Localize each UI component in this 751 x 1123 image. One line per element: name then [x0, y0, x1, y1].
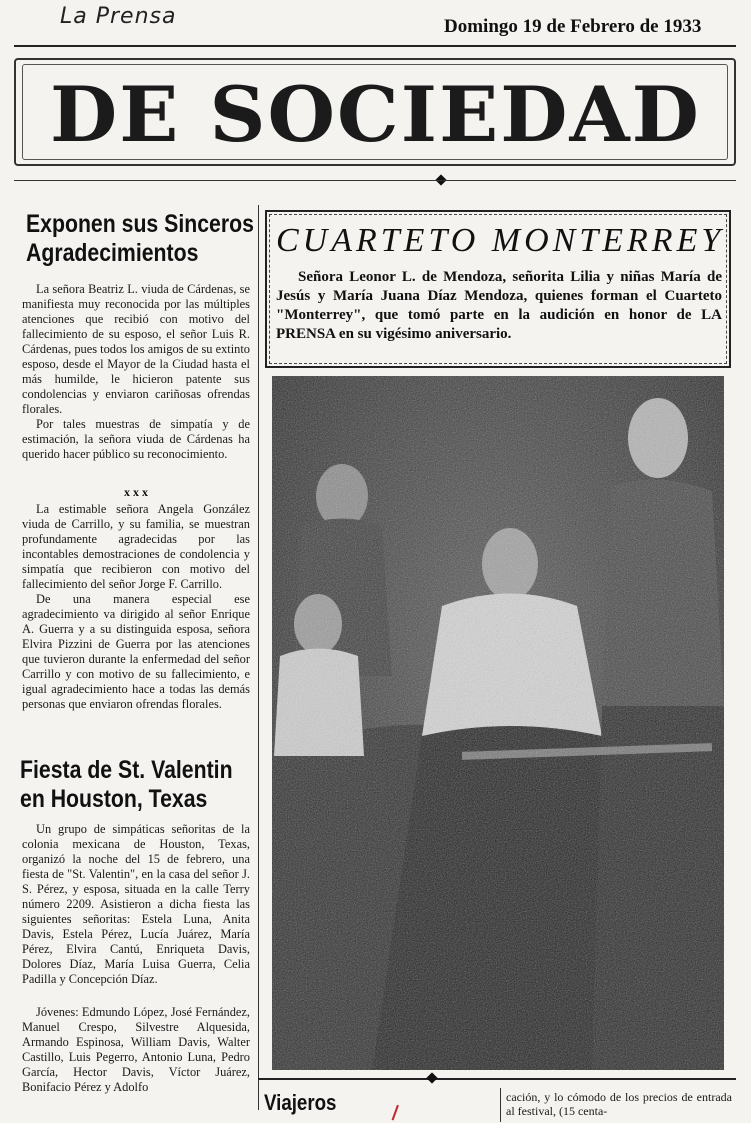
masthead-rule	[14, 180, 736, 181]
ornament-diamond	[426, 1072, 437, 1083]
paragraph: Jóvenes: Edmundo López, José Fernández, Manuel Crespo, Silvestre Alquesida, Armando Espinosa, William Davis, Walter Castillo, Luis Pegerro, Antonio Luna, Pedro García, Hector Davis, Víctor Juárez, Bonifacio Pérez y Adolfo	[22, 1005, 250, 1094]
bottom-rule	[258, 1078, 736, 1080]
column-divider	[258, 205, 259, 1110]
headline-line: Exponen sus Sinceros	[26, 210, 254, 238]
article-separator: x x x	[124, 485, 148, 499]
headline-line: Agradecimientos	[26, 238, 199, 267]
headline-line: en Houston, Texas	[20, 784, 208, 813]
headline-st-valentin	[20, 756, 233, 814]
article-carrillo	[22, 502, 250, 712]
caption-text: Señora Leonor L. de Mendoza, señorita Lilia y niñas María de Jesús y María Juana Díaz Mendoza, quienes forman el Cuarteto "Monterrey", que tomó parte en la audición en honor de LA PRENSA en su vigésimo aniversario.	[276, 269, 722, 342]
top-rule	[14, 45, 736, 47]
bottom-column-divider	[500, 1088, 501, 1122]
headline-viajeros: Viajeros	[264, 1090, 337, 1115]
paragraph: Un grupo de simpáticas señoritas de la colonia mexicana de Houston, Texas, organizó la noche del 15 de febrero, una fiesta de "St. Valentin", en la casa del señor J. S. Pérez, y esposa, situada en la calle Terry número 2209. Asistieron a dicha fiesta las siguientes señoritas: Estela Luna, Anita Davis, Estela Pérez, Lucía Juárez, María Pérez, Elvira Cantú, Enriqueta Davis, Dolores Díaz, María Luisa Guerra, Celia Padilla y Concepción Díaz.	[22, 822, 250, 986]
article-carnedas	[22, 282, 250, 462]
photo-cuarteto	[272, 376, 724, 1070]
handwritten-note: La Prensa	[60, 4, 177, 29]
photo-illustration	[272, 376, 724, 1070]
section-masthead: DE SOCIEDAD	[50, 70, 701, 159]
paragraph: De una manera especial ese agradecimiento va dirigido al señor Enrique A. Guerra y a su distinguida esposa, señora Elvira Pizzini de Guerra por las atenciones que tuvieron durante la enfermedad del señor Carrillo y con motivo de su fallecimiento, e igual agradecimiento hace a todas las demás personas que enviaron ofrendas florales.	[22, 592, 250, 711]
red-ink-mark	[392, 1105, 407, 1123]
paragraph: La estimable señora Angela González viuda de Carrillo, y su familia, se muestran profundamente agradecidas por las incontables demostraciones de condolencia y simpatía que recibieron con motivo del fallecimiento del señor Jorge F. Carrillo.	[22, 502, 250, 591]
article-festival-fragment: cación, y lo cómodo de los precios de entrada al festival, (15 centa-	[506, 1090, 732, 1118]
article-fiesta	[22, 822, 250, 987]
issue-date: Domingo 19 de Febrero de 1933	[444, 16, 702, 37]
headline-line: Fiesta de St. Valentin	[20, 756, 233, 784]
caption-title: CUARTETO MONTERREY	[276, 222, 725, 259]
article-jovenes	[22, 1005, 250, 1095]
headline-agradecimientos	[26, 210, 254, 268]
paragraph: La señora Beatriz L. viuda de Cárdenas, se manifiesta muy reconocida por las múltiples atenciones que recibió con motivo del fallecimiento de su esposo, el señor Luis R. Cárdenas, pues todos los amigos de su extinto esposo, desde el Mayor de la Ciudad hasta el más humilde, le hicieron patente sus condolencias y enviaron cariñosas ofrendas florales.	[22, 282, 250, 416]
paragraph: Por tales muestras de simpatía y de estimación, la señora viuda de Cárdenas ha querido hacer público su reconocimiento.	[22, 417, 250, 461]
